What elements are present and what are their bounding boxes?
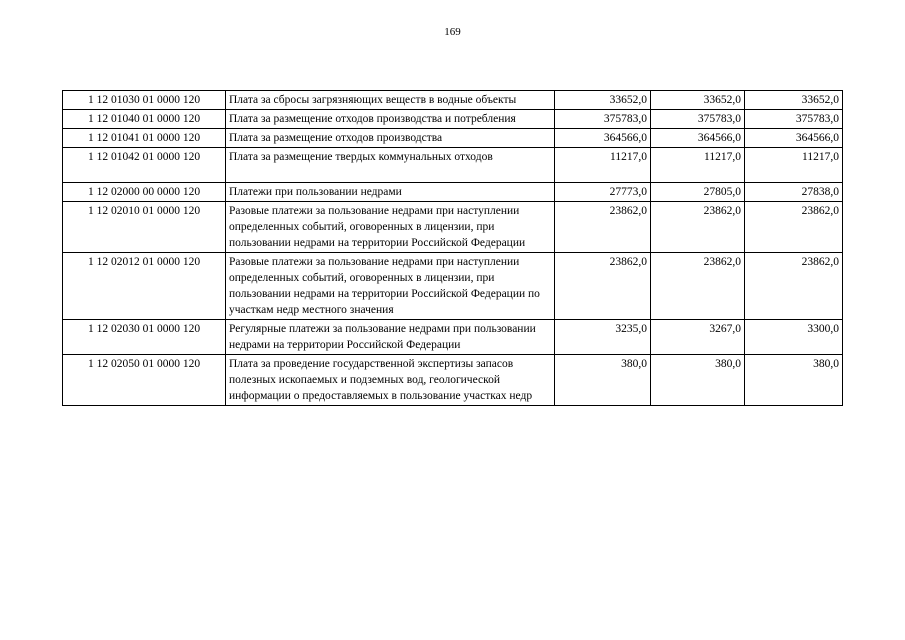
row-name: Разовые платежи за пользование недрами при наступлении определенных событий, оговоренных в лицензии, при пользовании недрами на территории Российской Федерации по участкам недр местного значения (226, 253, 555, 320)
row-value-3: 364566,0 (745, 129, 843, 148)
row-code: 1 12 02050 01 0000 120 (63, 355, 226, 406)
row-value-2: 27805,0 (651, 183, 745, 202)
table-row (63, 91, 843, 110)
row-code: 1 12 02012 01 0000 120 (63, 253, 226, 320)
row-name: Плата за размещение твердых коммунальных отходов (226, 148, 555, 183)
row-code: 1 12 02000 00 0000 120 (63, 183, 226, 202)
row-name: Платежи при пользовании недрами (226, 183, 555, 202)
row-name: Плата за размещение отходов производства и потребления (226, 110, 555, 129)
row-value-2: 3267,0 (651, 320, 745, 355)
row-value-1: 3235,0 (555, 320, 651, 355)
row-code: 1 12 02010 01 0000 120 (63, 202, 226, 253)
row-name: Плата за сбросы загрязняющих веществ в водные объекты (226, 91, 555, 110)
row-value-1: 380,0 (555, 355, 651, 406)
table-row (63, 355, 843, 406)
row-value-1: 27773,0 (555, 183, 651, 202)
row-name: Плата за размещение отходов производства (226, 129, 555, 148)
row-value-2: 11217,0 (651, 148, 745, 183)
table-row (63, 129, 843, 148)
row-code: 1 12 01042 01 0000 120 (63, 148, 226, 183)
table-row (63, 320, 843, 355)
row-value-3: 23862,0 (745, 253, 843, 320)
row-value-2: 375783,0 (651, 110, 745, 129)
row-value-1: 23862,0 (555, 253, 651, 320)
row-value-1: 375783,0 (555, 110, 651, 129)
row-value-1: 11217,0 (555, 148, 651, 183)
row-name: Разовые платежи за пользование недрами при наступлении определенных событий, оговоренных в лицензии, при пользовании недрами на территории Российской Федерации (226, 202, 555, 253)
budget-table (62, 90, 843, 406)
table-row (63, 253, 843, 320)
row-value-3: 23862,0 (745, 202, 843, 253)
row-value-2: 23862,0 (651, 202, 745, 253)
table-row (63, 183, 843, 202)
row-value-2: 33652,0 (651, 91, 745, 110)
row-value-2: 380,0 (651, 355, 745, 406)
row-code: 1 12 01040 01 0000 120 (63, 110, 226, 129)
row-code: 1 12 01041 01 0000 120 (63, 129, 226, 148)
row-value-3: 3300,0 (745, 320, 843, 355)
row-code: 1 12 01030 01 0000 120 (63, 91, 226, 110)
table-row (63, 202, 843, 253)
table-row (63, 110, 843, 129)
row-code: 1 12 02030 01 0000 120 (63, 320, 226, 355)
table-row (63, 148, 843, 183)
row-value-3: 375783,0 (745, 110, 843, 129)
row-name: Регулярные платежи за пользование недрами при пользовании недрами на территории Российской Федерации (226, 320, 555, 355)
row-value-3: 33652,0 (745, 91, 843, 110)
row-value-3: 27838,0 (745, 183, 843, 202)
row-value-1: 33652,0 (555, 91, 651, 110)
row-value-2: 23862,0 (651, 253, 745, 320)
row-name: Плата за проведение государственной экспертизы запасов полезных ископаемых и подземных вод, геологической информации о предоставляемых в пользование участках недр (226, 355, 555, 406)
page-number: 169 (444, 26, 461, 38)
row-value-3: 11217,0 (745, 148, 843, 183)
row-value-3: 380,0 (745, 355, 843, 406)
row-value-1: 364566,0 (555, 129, 651, 148)
row-value-1: 23862,0 (555, 202, 651, 253)
row-value-2: 364566,0 (651, 129, 745, 148)
